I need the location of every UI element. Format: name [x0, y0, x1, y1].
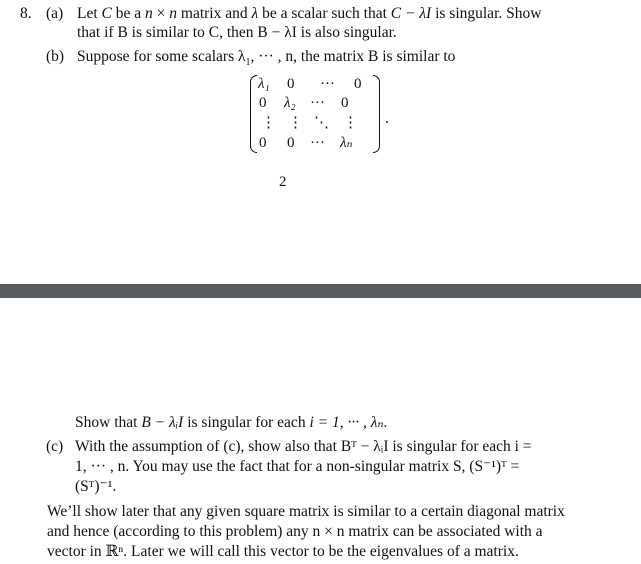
matrix-cell: λ₁ — [258, 76, 270, 92]
part-b-line — [77, 48, 456, 69]
matrix-cell: 0 — [341, 95, 349, 111]
text: Let — [77, 5, 98, 22]
subscript: 1 — [245, 57, 251, 69]
part-a-line-2: that if B is similar to C, then B − λI is also singular. — [77, 24, 397, 41]
matrix-cell: ⋮ — [261, 115, 276, 131]
part-c-label: (c) — [46, 438, 64, 455]
part-c-line-1: With the assumption of (c), show also that Bᵀ − λᵢI is singular for each i = — [75, 438, 532, 455]
text: be a — [115, 5, 142, 22]
matrix-period: . — [385, 110, 389, 127]
text: is singular for each — [187, 414, 306, 431]
matrix-cell: ⋱ — [314, 115, 329, 131]
part-b-continued — [75, 414, 388, 432]
text: Show that — [75, 414, 138, 431]
diagonal-matrix — [250, 75, 380, 153]
matrix-right-bracket — [373, 75, 380, 153]
matrix-left-bracket — [250, 75, 257, 153]
math-n: n — [145, 5, 153, 22]
part-a-line-1 — [77, 5, 541, 23]
math-expression: B − λᵢI — [141, 414, 184, 431]
matrix-cell: 0 — [287, 135, 295, 151]
text: is singular. Show — [435, 5, 542, 22]
matrix-cell: 0 — [259, 135, 267, 151]
matrix-cell: ⋮ — [288, 115, 303, 131]
math-expression: i = 1, ··· , λₙ. — [309, 414, 388, 431]
math-lambda: λ — [251, 5, 259, 22]
matrix-cell: ⋮ — [343, 115, 358, 131]
matrix-cell: λₙ — [340, 135, 353, 151]
page-number: 2 — [279, 174, 287, 190]
text: matrix and — [180, 5, 248, 22]
part-b-label: (b) — [46, 48, 65, 65]
problem-number: 8. — [20, 5, 32, 22]
math-n: n — [169, 5, 178, 22]
text: Suppose for some scalars λ — [77, 48, 246, 65]
matrix-cell: 0 — [287, 76, 295, 92]
matrix-cell: 0 — [354, 76, 362, 92]
matrix-cell: λ₂ — [284, 95, 296, 111]
matrix-cell: ··· — [320, 76, 335, 92]
math-C: C — [101, 5, 112, 22]
paragraph-line-3: vector in ℝⁿ. Later we will call this vector to be the eigenvalues of a matrix. — [47, 543, 519, 560]
matrix-cell: 0 — [259, 95, 267, 111]
matrix-cell: ··· — [310, 135, 325, 151]
math-times: × — [156, 5, 166, 22]
part-c-line-2: 1, ··· , n. You may use the fact that for a non-singular matrix S, (S⁻¹)ᵀ = — [75, 458, 520, 475]
text: be a scalar such that — [262, 5, 387, 22]
paragraph-line-2: and hence (according to this problem) any n × n matrix can be associated with a — [47, 523, 543, 540]
page-divider — [0, 284, 641, 298]
math-expression: C − λI — [390, 5, 432, 22]
paragraph-line-1: We’ll show later that any given square matrix is similar to a certain diagonal matrix — [47, 503, 565, 520]
matrix-cell: ··· — [310, 95, 325, 111]
part-c-line-3: (Sᵀ)⁻¹. — [75, 478, 117, 495]
part-a-label: (a) — [46, 5, 64, 22]
text: , ··· , n, the matrix B is similar to — [250, 48, 456, 65]
